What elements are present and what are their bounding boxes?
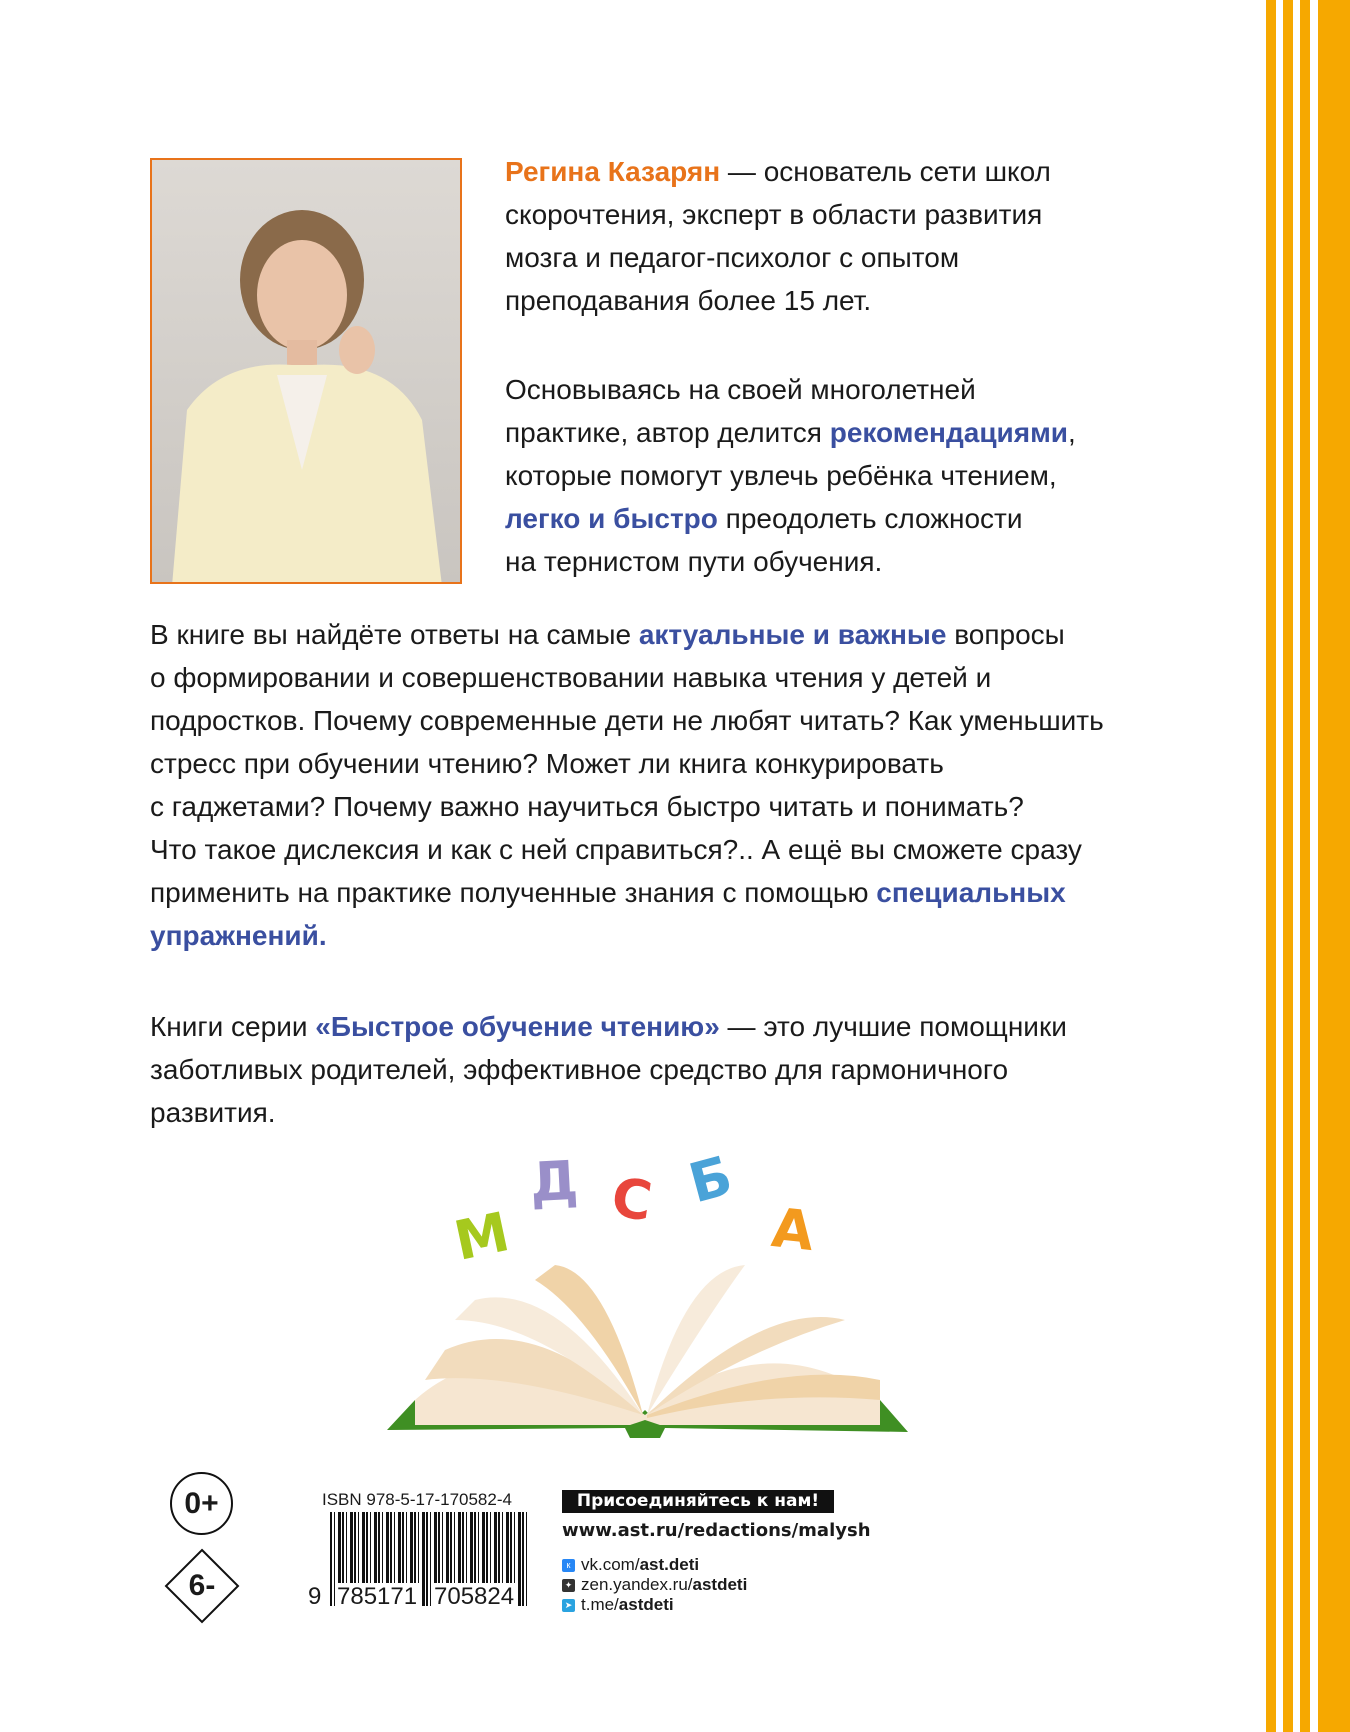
zen-icon: ✦ — [562, 1579, 575, 1592]
letter-a: А — [768, 1195, 817, 1264]
letter-b: Б — [682, 1143, 739, 1216]
text-line: развития. — [150, 1097, 276, 1128]
link-text-bold: ast.deti — [639, 1555, 700, 1574]
text-line: стресс при обучении чтению? Может ли книга конкурировать — [150, 748, 944, 779]
highlight: легко и быстро — [505, 503, 718, 534]
text: , — [1068, 417, 1076, 448]
highlight: специальных — [876, 877, 1066, 908]
stripe — [1283, 0, 1293, 1732]
text-line: о формировании и совершенствовании навыка чтения у детей и — [150, 662, 992, 693]
text: В книге вы найдёте ответы на самые — [150, 619, 639, 650]
main-paragraph — [150, 613, 1104, 957]
highlight: актуальные и важные — [638, 619, 947, 650]
website-link[interactable]: www.ast.ru/redactions/malysh — [562, 1520, 871, 1541]
highlight: упражнений. — [150, 920, 327, 951]
join-us-banner: Присоединяйтесь к нам! — [562, 1490, 834, 1513]
text: преодолеть сложности — [717, 503, 1023, 534]
text: практике, автор делится — [505, 417, 830, 448]
text-line: подростков. Почему современные дети не любят читать? Как уменьшить — [150, 705, 1104, 736]
highlight: рекомендациями — [829, 417, 1069, 448]
author-name: Регина Казарян — [505, 156, 721, 187]
text: применить на практике полученные знания с помощью — [150, 877, 877, 908]
text: вопросы — [946, 619, 1065, 650]
practice-paragraph — [505, 368, 1076, 583]
text: Книги серии — [150, 1011, 316, 1042]
link-text: vk.com/ — [581, 1555, 640, 1574]
text-line: заботливых родителей, эффективное средство для гармоничного — [150, 1054, 1009, 1085]
text-line: с гаджетами? Почему важно научиться быстро читать и понимать? — [150, 791, 1024, 822]
stripe — [1318, 0, 1350, 1732]
reading-age-label: 6- — [188, 1569, 216, 1602]
text: — это лучшие помощники — [719, 1011, 1067, 1042]
telegram-link[interactable] — [562, 1595, 674, 1615]
bio-line: скорочтения, эксперт в области развития — [505, 199, 1043, 230]
telegram-icon: ➤ — [562, 1599, 575, 1612]
bio-text: — основатель сети школ — [720, 156, 1051, 187]
zen-link[interactable] — [562, 1575, 747, 1595]
text-line: Что такое дислексия и как с ней справиться?.. А ещё вы сможете сразу — [150, 834, 1082, 865]
barcode-digits-left: 785171 — [337, 1583, 418, 1610]
letter-s: С — [607, 1165, 656, 1234]
isbn-label: ISBN 978-5-17-170582-4 — [322, 1490, 512, 1509]
bio-line: мозга и педагог-психолог с опытом — [505, 242, 960, 273]
link-text: zen.yandex.ru/ — [581, 1575, 693, 1594]
barcode-digit-first: 9 — [308, 1583, 322, 1610]
link-text-bold: astdeti — [618, 1595, 674, 1614]
link-text-bold: astdeti — [692, 1575, 748, 1594]
stripe — [1266, 0, 1276, 1732]
bio-line: преподавания более 15 лет. — [505, 285, 872, 316]
open-book-illustration — [385, 1260, 910, 1440]
author-bio — [505, 150, 1051, 322]
vk-link[interactable] — [562, 1555, 699, 1575]
series-paragraph — [150, 1005, 1067, 1134]
letter-d: Д — [528, 1148, 580, 1215]
barcode-digits-right: 705824 — [434, 1583, 515, 1610]
link-text: t.me/ — [581, 1595, 619, 1614]
text-line: которые помогут увлечь ребёнка чтением, — [505, 460, 1057, 491]
text-line: Основываясь на своей многолетней — [505, 374, 976, 405]
text-line: на тернистом пути обучения. — [505, 546, 883, 577]
vk-icon: к — [562, 1559, 575, 1572]
age-rating-badge: 0+ — [170, 1472, 233, 1535]
author-photo — [150, 158, 462, 584]
series-name: «Быстрое обучение чтению» — [315, 1011, 720, 1042]
letter-m: М — [449, 1200, 515, 1273]
stripe — [1300, 0, 1310, 1732]
